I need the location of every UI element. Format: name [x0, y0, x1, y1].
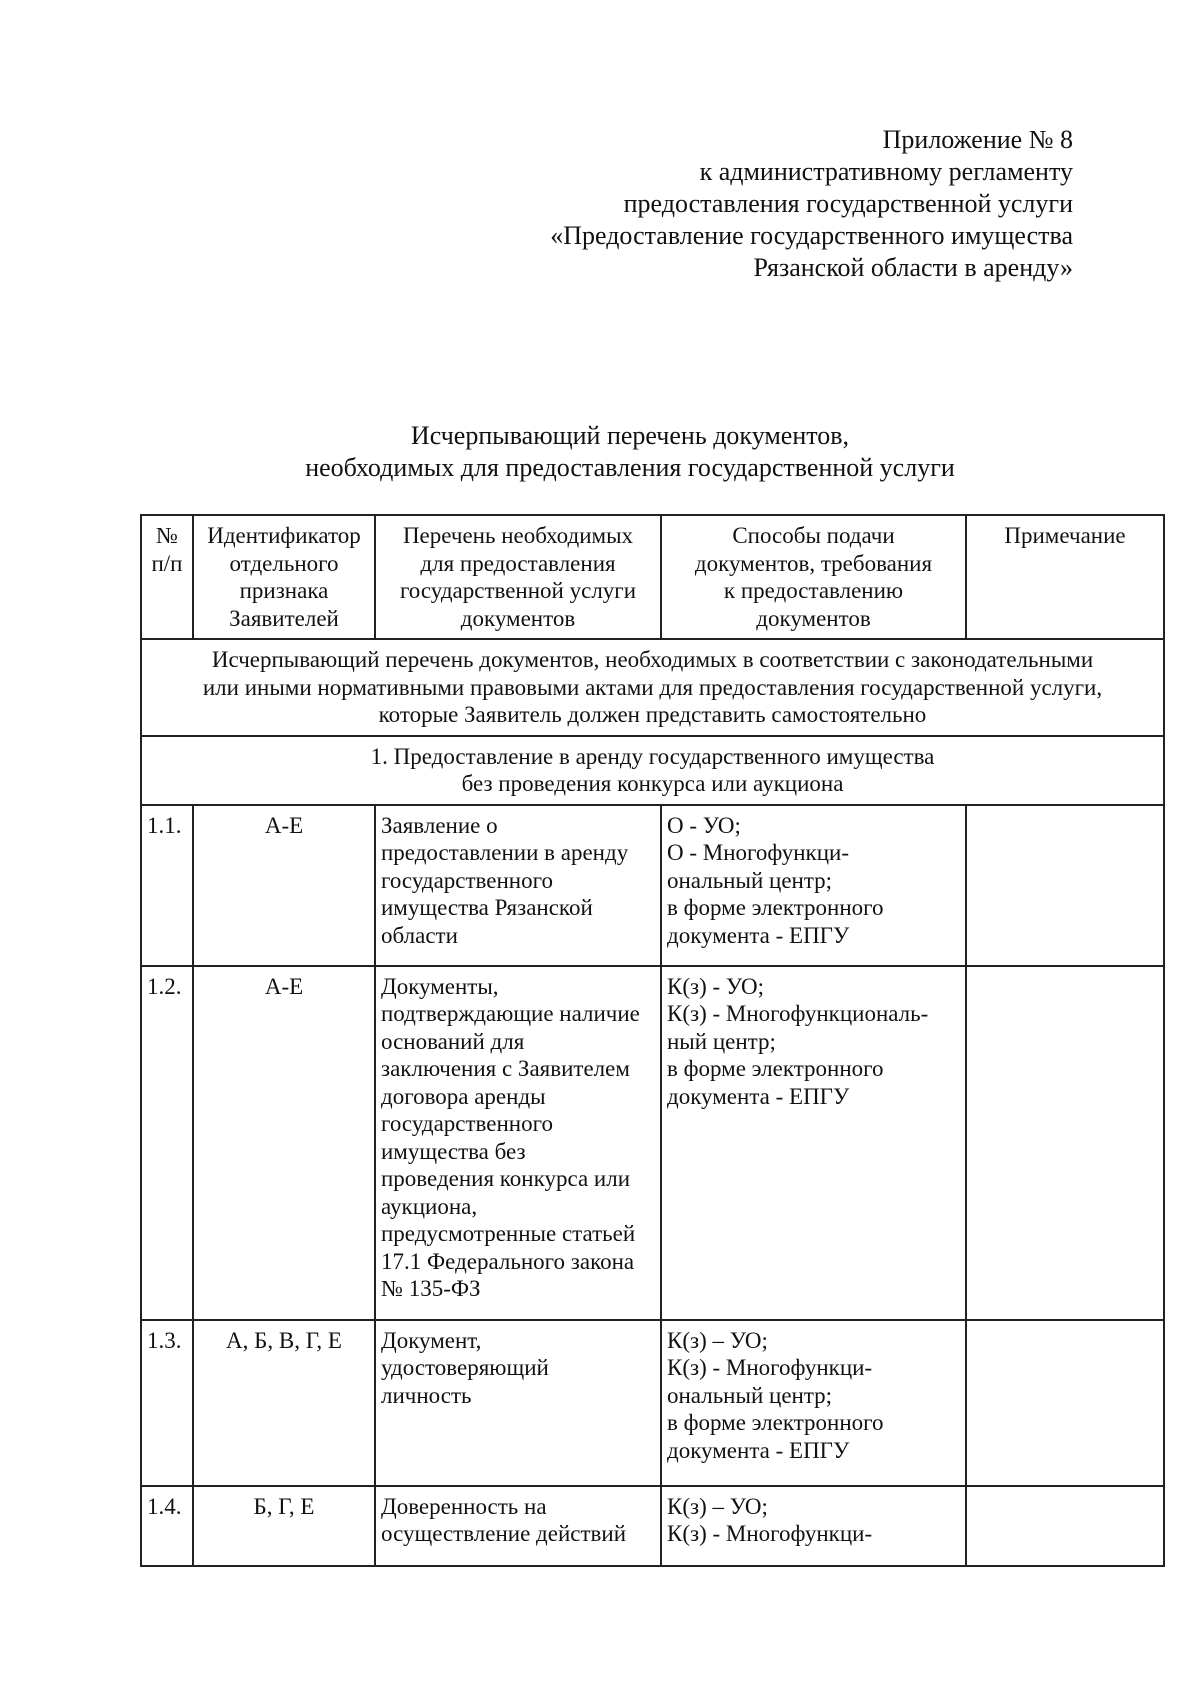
row-identifier: А, Б, В, Г, Е: [193, 1320, 375, 1486]
section-line: без проведения конкурса или аукциона: [461, 771, 844, 796]
row-note: [966, 805, 1164, 966]
way-line: ональный центр;: [667, 1382, 833, 1408]
doc-line: Доверенность на: [381, 1493, 547, 1519]
doc-line: имущества без: [381, 1138, 526, 1164]
row-number: 1.3.: [141, 1320, 193, 1486]
section-general-cell: [141, 639, 1164, 736]
row-identifier: А-Е: [193, 966, 375, 1320]
way-line: документа - ЕПГУ: [667, 1437, 850, 1463]
row-document: [375, 966, 661, 1320]
header-line: государственной услуги: [399, 578, 637, 603]
header-line: для предоставления: [420, 550, 616, 576]
header-note: [966, 515, 1164, 639]
header-line: документов: [460, 605, 576, 631]
header-line: документов: [756, 605, 871, 631]
section-row-general: [141, 639, 1164, 736]
doc-line: заключения с Заявителем: [381, 1056, 630, 1081]
header-line: п/п: [151, 550, 183, 576]
doc-line: проведения конкурса или: [381, 1166, 631, 1191]
doc-line: Документ,: [381, 1327, 482, 1353]
attachment-line: предоставления государственной услуги: [623, 189, 1073, 218]
way-line: ный центр;: [667, 1028, 776, 1054]
row-number: 1.4.: [141, 1486, 193, 1566]
way-line: К(з) – УО;: [667, 1327, 768, 1353]
way-line: К(з) - Многофункци-: [667, 1521, 873, 1546]
table-row: [141, 1486, 1164, 1566]
attachment-header: [373, 124, 1073, 284]
section-line: которые Заявитель должен представить самостоятельно: [378, 702, 927, 727]
row-number: 1.2.: [141, 966, 193, 1320]
doc-line: 17.1 Федерального закона: [381, 1248, 635, 1274]
header-line: документов, требования: [694, 550, 933, 576]
header-line: Идентификатор: [207, 523, 361, 548]
table-row: [141, 805, 1164, 966]
row-note: [966, 1486, 1164, 1566]
way-line: в форме электронного: [667, 895, 884, 920]
doc-line: государственного: [381, 867, 553, 893]
doc-line: удостоверяющий: [381, 1355, 549, 1380]
header-line: №: [156, 523, 178, 548]
documents-table: [140, 514, 1165, 1567]
doc-line: № 135-ФЗ: [381, 1276, 481, 1301]
way-line: К(з) - Многофункци-: [667, 1355, 873, 1380]
row-note: [966, 966, 1164, 1320]
header-line: Заявителей: [229, 605, 339, 631]
row-submission: [661, 805, 966, 966]
attachment-line: Приложение № 8: [882, 125, 1073, 154]
attachment-line: к административному регламенту: [699, 157, 1073, 186]
row-document: [375, 805, 661, 966]
way-line: документа - ЕПГУ: [667, 1083, 850, 1109]
section-line: Исчерпывающий перечень документов, необходимых в соответствии с законодательными: [211, 647, 1094, 672]
way-line: К(з) – УО;: [667, 1493, 768, 1519]
row-submission: [661, 1320, 966, 1486]
way-line: в форме электронного: [667, 1410, 884, 1435]
header-documents: [375, 515, 661, 639]
header-identifier: [193, 515, 375, 639]
way-line: ональный центр;: [667, 867, 833, 893]
attachment-line: Рязанской области в аренду»: [753, 253, 1073, 282]
doc-line: личность: [381, 1382, 472, 1408]
document-title: [0, 420, 1200, 484]
title-line: необходимых для предоставления государственной услуги: [305, 453, 955, 482]
row-document: [375, 1486, 661, 1566]
row-submission: [661, 1486, 966, 1566]
title-line: Исчерпывающий перечень документов,: [410, 421, 850, 450]
row-identifier: А-Е: [193, 805, 375, 966]
way-line: К(з) - УО;: [667, 973, 765, 999]
section-line: 1. Предоставление в аренду государственного имущества: [370, 743, 935, 769]
way-line: О - Многофункци-: [667, 840, 849, 865]
header-line: Примечание: [1004, 523, 1126, 548]
way-line: О - УО;: [667, 812, 741, 838]
row-identifier: Б, Г, Е: [193, 1486, 375, 1566]
row-number: 1.1.: [141, 805, 193, 966]
header-line: к предоставлению: [723, 578, 904, 603]
header-line: Способы подачи: [732, 523, 895, 548]
table-row: [141, 966, 1164, 1320]
doc-line: Документы,: [381, 973, 499, 999]
header-line: Перечень необходимых: [402, 523, 634, 548]
header-line: отдельного: [229, 550, 339, 576]
row-note: [966, 1320, 1164, 1486]
doc-line: предусмотренные статьей: [381, 1221, 636, 1246]
row-submission: [661, 966, 966, 1320]
section-row-1: [141, 736, 1164, 805]
section-1-cell: [141, 736, 1164, 805]
doc-line: имущества Рязанской: [381, 895, 593, 920]
doc-line: подтверждающие наличие: [381, 1001, 640, 1026]
attachment-line: «Предоставление государственного имущества: [550, 221, 1073, 250]
way-line: в форме электронного: [667, 1056, 884, 1081]
doc-line: договора аренды: [381, 1083, 546, 1109]
doc-line: аукциона,: [381, 1193, 478, 1219]
doc-line: оснований для: [381, 1028, 525, 1054]
section-line: или иными нормативными правовыми актами для предоставления государственной услуги,: [202, 674, 1103, 700]
doc-line: осуществление действий: [381, 1521, 627, 1546]
table-row: [141, 1320, 1164, 1486]
header-submission-methods: [661, 515, 966, 639]
table-header-row: [141, 515, 1164, 639]
doc-line: предоставлении в аренду: [381, 840, 629, 865]
doc-line: области: [381, 922, 458, 948]
doc-line: государственного: [381, 1111, 553, 1136]
row-document: [375, 1320, 661, 1486]
way-line: документа - ЕПГУ: [667, 922, 850, 948]
way-line: К(з) - Многофункциональ-: [667, 1001, 929, 1026]
header-line: признака: [239, 578, 329, 603]
header-number: [141, 515, 193, 639]
doc-line: Заявление о: [381, 812, 498, 838]
